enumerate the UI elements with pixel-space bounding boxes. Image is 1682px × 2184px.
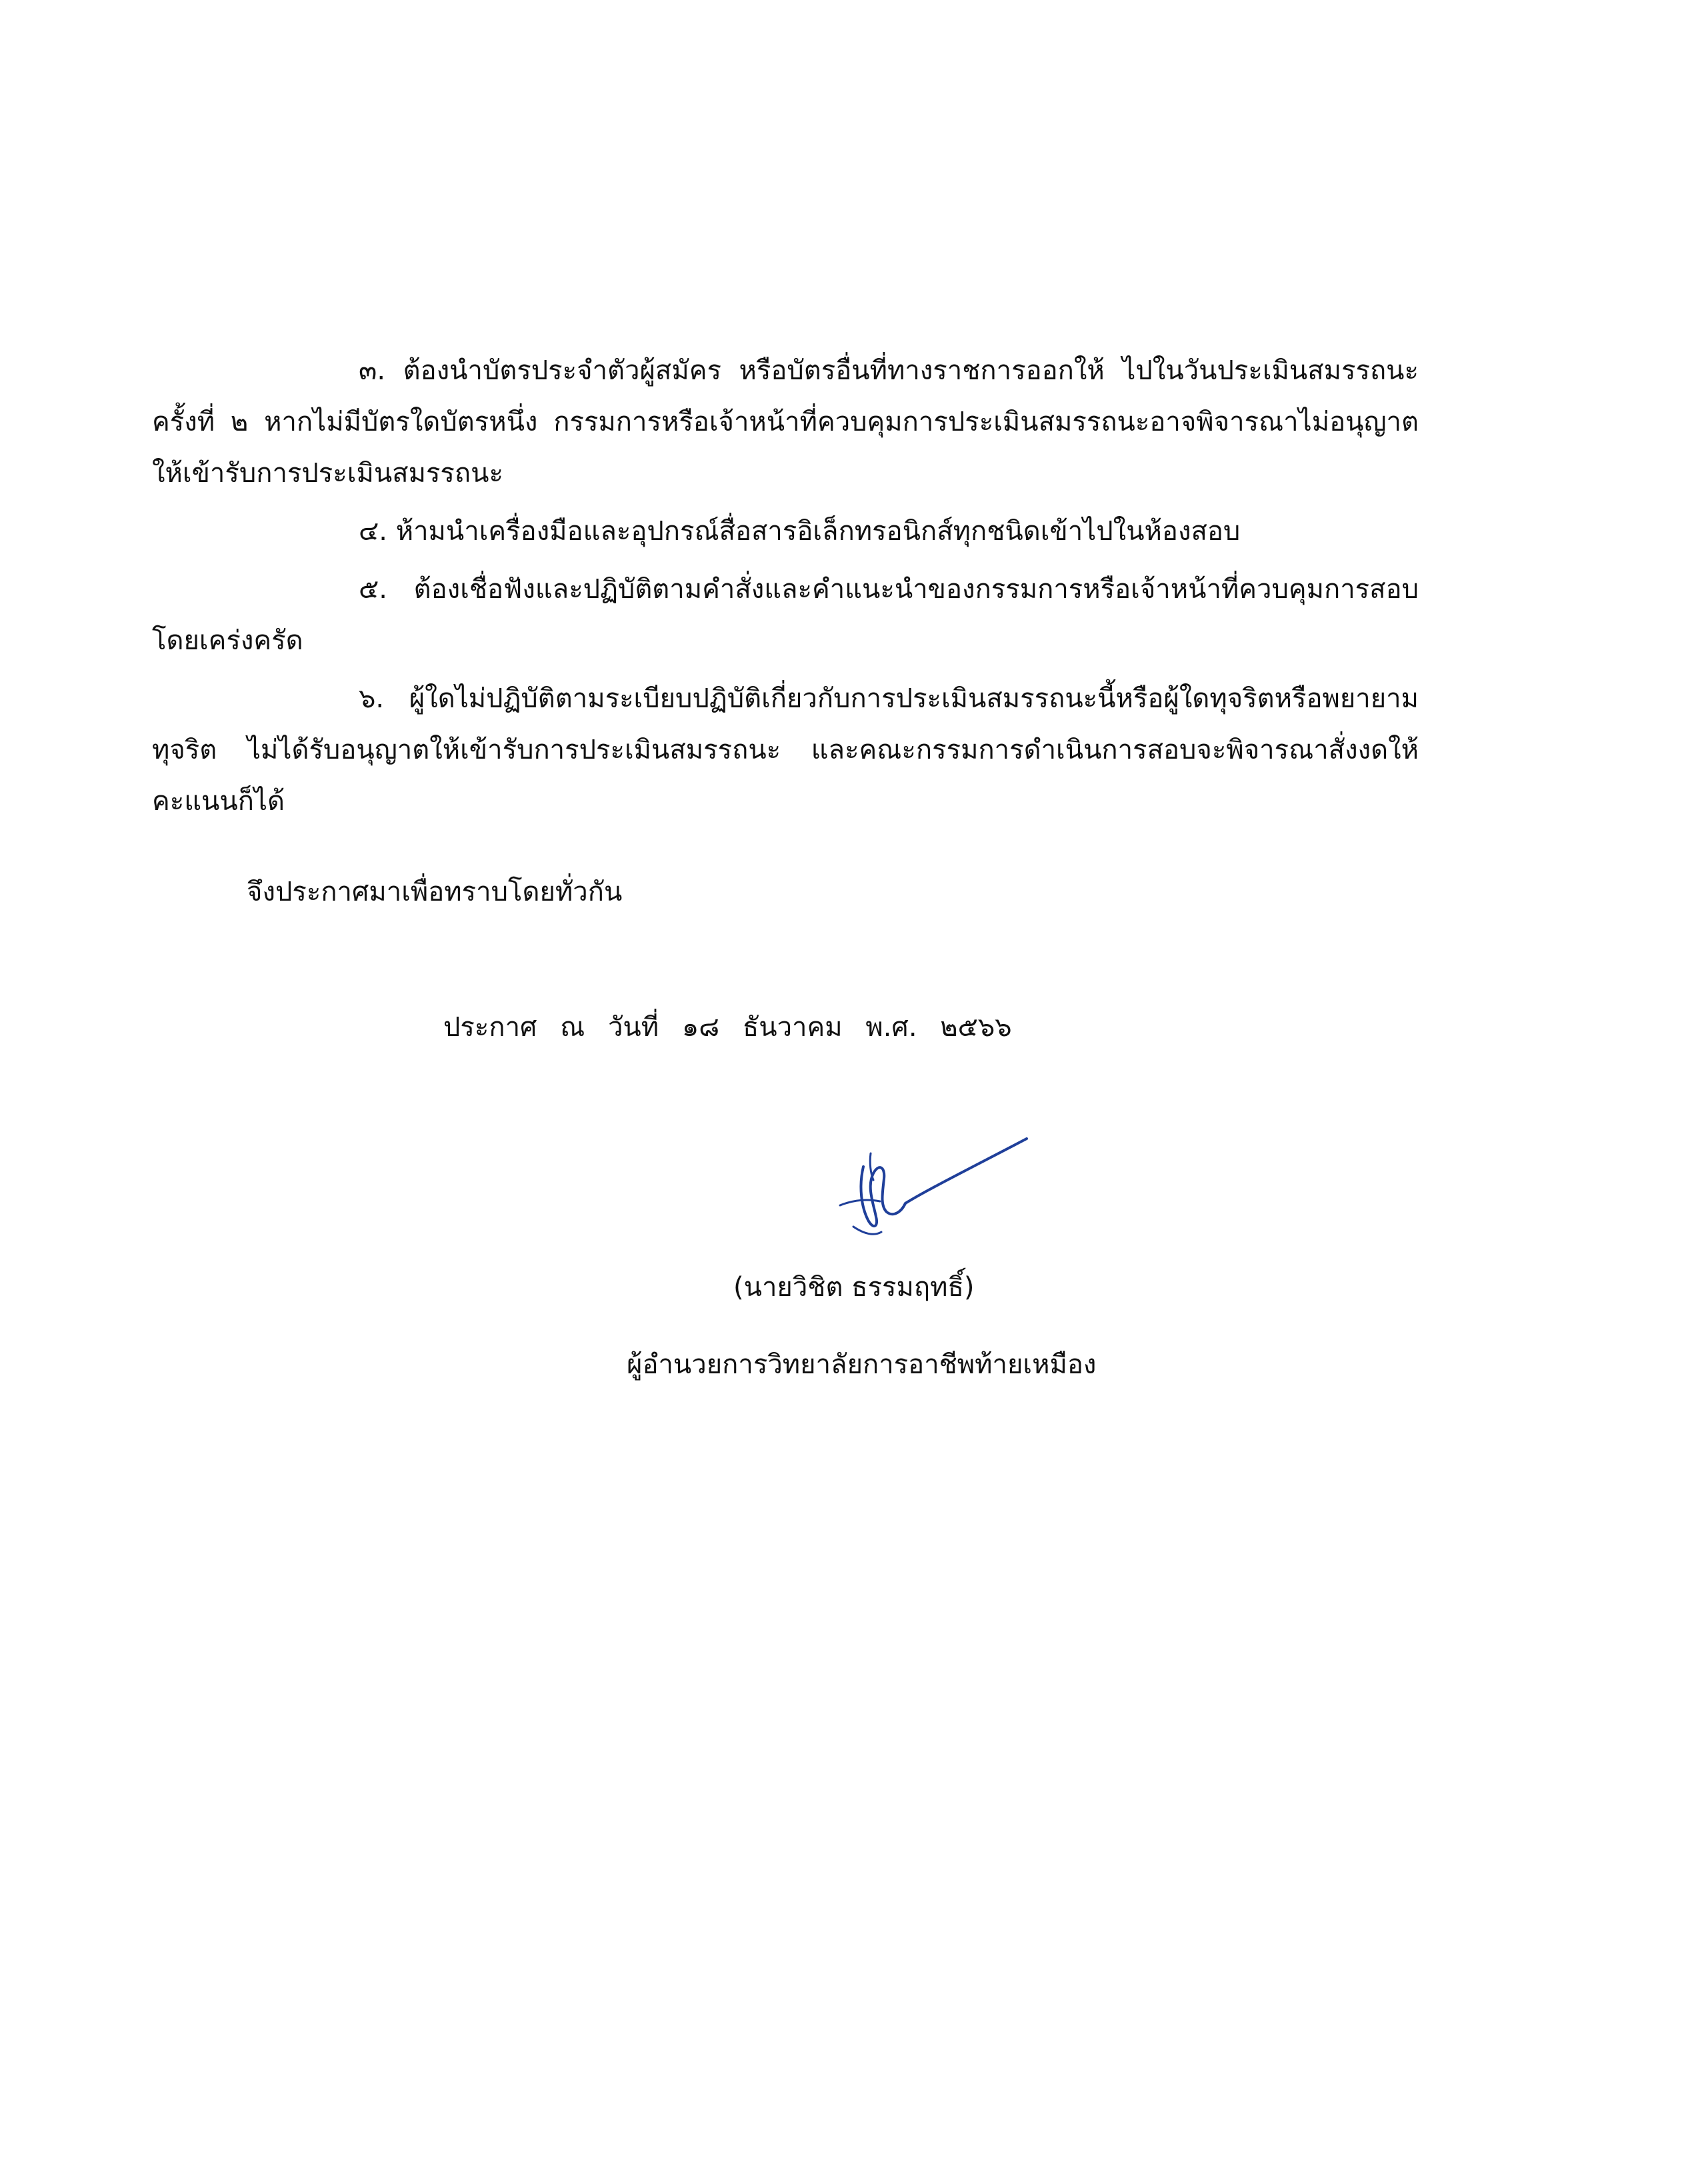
rule-paragraph-5: ๕. ต้องเชื่อฟังและปฏิบัติตามคำสั่งและคำแนะนำของกรรมการหรือเจ้าหน้าที่ควบคุมการสอบโดยเคร่งครัด — [152, 574, 1419, 656]
announcement-body — [152, 345, 1419, 834]
rule-paragraph-6: ๖. ผู้ใดไม่ปฏิบัติตามระเบียบปฏิบัติเกี่ยวกับการประเมินสมรรถนะนี้หรือผู้ใดทุจริตหรือพยายามทุจริต ไม่ได้รับอนุญาตให้เข้ารับการประเมินสมรรถนะ และคณะกรรมการดำเนินการสอบจะพิจารณาสั่งงดให้คะแนนก็ได้ — [152, 683, 1419, 817]
signer-title: ผู้อำนวยการวิทยาลัยการอาชีพท้ายเหมือง — [627, 1349, 1097, 1380]
rule-paragraph-3: ๓. ต้องนำบัตรประจำตัวผู้สมัคร หรือบัตรอื่นที่ทางราชการออกให้ ไปในวันประเมินสมรรถนะครั้งที่ ๒ หากไม่มีบัตรใดบัตรหนึ่ง กรรมการหรือเจ้าหน้าที่ควบคุมการประเมินสมรรถนะอาจพิจารณาไม่อนุญาตให้เข้ารับการประเมินสมรรถนะ — [152, 355, 1419, 489]
closing-statement: จึงประกาศมาเพื่อทราบโดยทั่วกัน — [247, 877, 623, 907]
handwritten-signature — [827, 1127, 1047, 1247]
signer-name: (นายวิชิต ธรรมฤทธิ์) — [733, 1272, 975, 1303]
announcement-date: ประกาศ ณ วันที่ ๑๘ ธันวาคม พ.ศ. ๒๕๖๖ — [443, 1012, 1012, 1043]
rule-paragraph-4: ๔. ห้ามนำเครื่องมือและอุปกรณ์สื่อสารอิเล็กทรอนิกส์ทุกชนิดเข้าไปในห้องสอบ — [359, 516, 1241, 547]
